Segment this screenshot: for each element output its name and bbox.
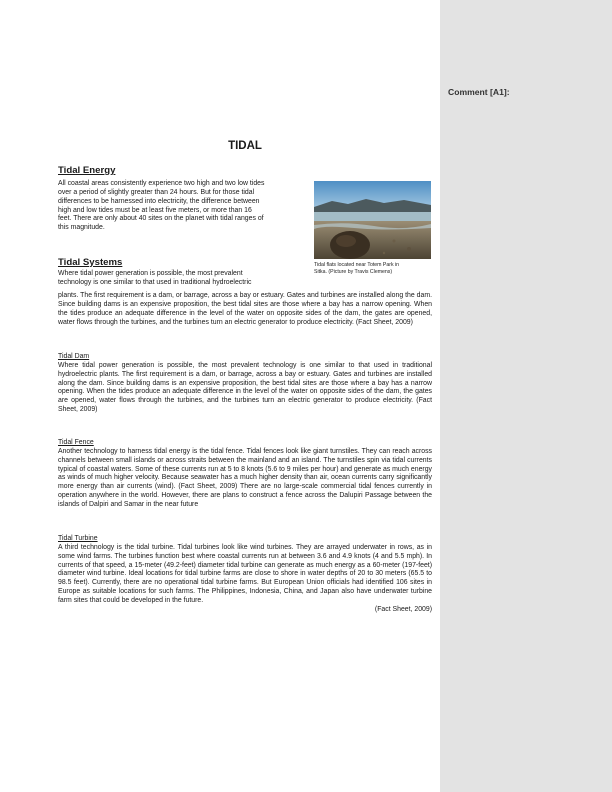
tidal-energy-line: All coastal areas consistently experience two high and two low tides xyxy=(58,180,265,187)
caption-line: Tidal flats located near Totem Park in xyxy=(314,262,400,268)
caption-line: Sitka. (Picture by Travis Clemens) xyxy=(314,269,393,275)
photo-caption xyxy=(314,262,432,276)
tidal-turbine-text: A third technology is the tidal turbine. Tidal turbines look like wind turbines. They are arrayed underwater in rows, as in some wind farms. The turbines function best where coastal currents run at between 3.6 and 4.9 knots (4 and 5.5 mph). In currents of that speed, a 15-meter (49.2-feet) diameter tidal turbine can generate as much energy as a 60-meter (197-feet) diameter wind turbine. Ideal locations for tidal turbine farms are close to shore in water depths of 20 to 30 meters (65.5 to 98.5 feet). Currently, there are no operational tidal turbine farms. But European Union officials had identified 106 sites in Europe as suitable locations for such farms. The Philippines, Indonesia, China, and Japan also have underwater turbine farm sites that could be developed in the future. xyxy=(58,543,432,604)
tidal-systems-line: Where tidal power generation is possible, the most prevalent xyxy=(58,270,243,277)
tidal-fence-text: Another technology to harness tidal energy is the tidal fence. Tidal fences look like giant turnstiles. They can reach across channels between small islands or across straits between the mainland and an island. The turnstiles spin via tidal currents typical of coastal waters. Some of these currents run at 5 to 8 knots (5.6 to 9 miles per hour) and generate as much energy as winds of much higher velocity. Because seawater has a much higher density than air, ocean currents carry significantly more energy than air currents (wind). (Fact Sheet, 2009) There are no large-scale commercial tidal fences currently in operation anywhere in the world. However, there are plans to construct a fence across the Dalupiri Passage between the islands of Dalpiri and Samar in the near future xyxy=(58,447,432,508)
tidal-dam-section xyxy=(58,353,432,415)
tidal-turbine-section xyxy=(58,535,432,615)
tidal-energy-line: high and low tides must be at least five meters, or more than 16 xyxy=(58,206,252,214)
tidal-energy-line: over a period of slightly greater than 24 hours. But for those tidal xyxy=(58,188,255,196)
tidal-energy-paragraph xyxy=(58,180,302,233)
tidal-energy-line: feet. There are only about 40 sites on the planet with tidal ranges of xyxy=(58,215,264,223)
tidal-systems-intro xyxy=(58,270,302,288)
tidal-systems-line: technology is one similar to that used in traditional hydroelectric xyxy=(58,278,252,286)
tidal-flats-photo xyxy=(314,181,431,259)
tidal-fence-section xyxy=(58,439,432,510)
tidal-energy-line: differences to be harnessed into electricity, the difference between xyxy=(58,197,260,205)
tidal-systems-text: plants. The first requirement is a dam, or barrage, across a bay or estuary. Gates and turbines are installed along the dam. Since building dams is an expensive proposition, the best tidal sites are those where a bay has a narrow opening. When the tides produce an adequate difference in the level of the water on opposite sides of the dam, the gates are opened, water flows through the turbines, and the turbines turn an electric generator to produce electricity. (Fact Sheet, 2009) xyxy=(58,292,432,326)
comment-pane xyxy=(440,0,612,792)
heading-tidal-energy: Tidal Energy xyxy=(58,165,116,176)
tidal-systems-paragraph xyxy=(58,292,432,327)
tidal-energy-line: this magnitude. xyxy=(58,224,105,232)
tidal-turbine-citation: (Fact Sheet, 2009) xyxy=(374,605,432,613)
heading-tidal-systems: Tidal Systems xyxy=(58,257,123,268)
tidal-dam-text: Where tidal power generation is possible, the most prevalent technology is one similar to that used in traditional hydroelectric plants. The first requirement is a dam, or barrage, across a bay or estuary. Gates and turbines are installed along the dam. Since building dams is an expensive proposition, the best tidal sites are those where a bay has a narrow opening. When the tides produce an adequate difference in the level of the water on opposite sides of the dam, the gates are opened, water flows through the turbines, and the turbines turn an electric generator to produce electricity. (Fact Sheet, 2009) xyxy=(58,361,432,414)
comment-header: Comment [A1]: xyxy=(448,87,510,97)
heading-tidal-dam: Tidal Dam xyxy=(58,353,90,360)
heading-tidal-turbine: Tidal Turbine xyxy=(58,535,98,542)
page-title: TIDAL xyxy=(228,140,262,152)
heading-tidal-fence: Tidal Fence xyxy=(58,439,94,446)
